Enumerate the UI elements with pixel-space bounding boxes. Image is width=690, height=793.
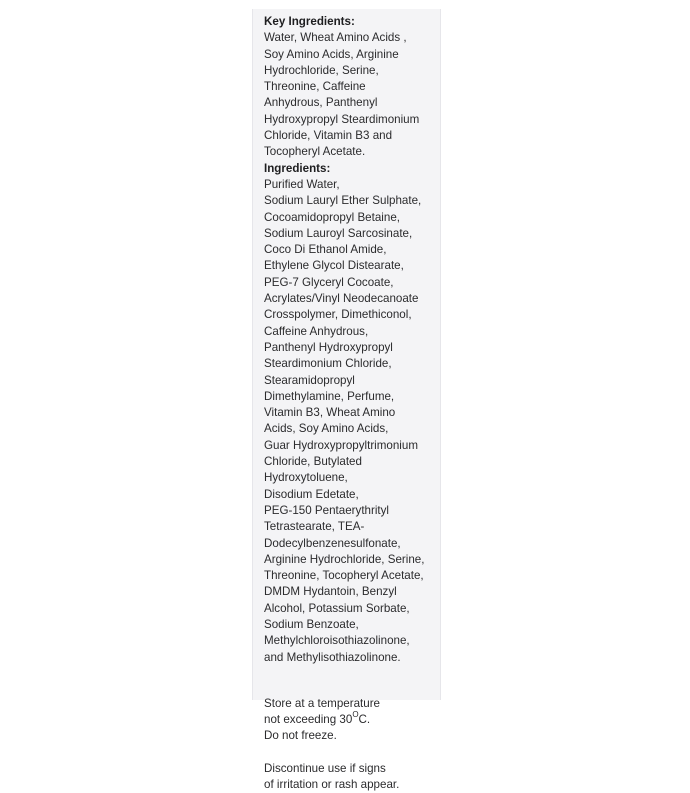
- key-ingredients-line: Water, Wheat Amino Acids ,: [264, 31, 407, 45]
- ingredients-line: Acids, Soy Amino Acids,: [264, 422, 389, 436]
- ingredients-line: Chloride, Butylated: [264, 455, 362, 469]
- ingredients-line: Dimethylamine, Perfume,: [264, 389, 395, 403]
- ingredients-label-text: [264, 14, 436, 793]
- key-ingredients-line: Tocopheryl Acetate.: [264, 145, 366, 159]
- warning-line: of irritation or rash appear.: [264, 778, 400, 792]
- ingredients-line: Disodium Edetate,: [264, 487, 359, 501]
- key-ingredients-list: [264, 30, 436, 160]
- degree-mark: O: [352, 710, 359, 720]
- key-ingredients-line: Hydrochloride, Serine,: [264, 63, 379, 77]
- ingredients-line: Coco Di Ethanol Amide,: [264, 243, 387, 257]
- ingredients-line: Sodium Lauroyl Sarcosinate,: [264, 226, 413, 240]
- warning-line: Discontinue use if signs: [264, 761, 386, 775]
- storage-instructions: [264, 696, 436, 745]
- key-ingredients-line: Anhydrous, Panthenyl: [264, 96, 378, 110]
- ingredients-list: [264, 177, 436, 666]
- ingredients-line: PEG-150 Pentaerythrityl: [264, 503, 390, 517]
- ingredients-line: Acrylates/Vinyl Neodecanoate: [264, 292, 419, 306]
- ingredients-line: Dodecylbenzenesulfonate,: [264, 536, 401, 550]
- warning-text: [264, 761, 436, 793]
- ingredients-line: Crosspolymer, Dimethiconol,: [264, 308, 412, 322]
- ingredients-line: Cocoamidopropyl Betaine,: [264, 210, 400, 224]
- ingredients-heading: Ingredients:: [264, 161, 331, 175]
- key-ingredients-line: Chloride, Vitamin B3 and: [264, 129, 393, 143]
- ingredients-line: Steardimonium Chloride,: [264, 357, 392, 371]
- ingredients-line: and Methylisothiazolinone.: [264, 650, 401, 664]
- storage-line: Do not freeze.: [264, 729, 337, 743]
- ingredients-line: Caffeine Anhydrous,: [264, 324, 369, 338]
- storage-line: Store at a temperature: [264, 696, 380, 710]
- key-ingredients-line: Hydroxypropyl Steardimonium: [264, 112, 420, 126]
- ingredients-line: Tetrastearate, TEA-: [264, 520, 365, 534]
- key-ingredients-heading: Key Ingredients:: [264, 15, 355, 28]
- ingredients-line: Threonine, Tocopheryl Acetate,: [264, 569, 424, 583]
- ingredients-line: Panthenyl Hydroxypropyl: [264, 340, 393, 354]
- ingredients-line: Sodium Benzoate,: [264, 617, 359, 631]
- ingredients-line: Stearamidopropyl: [264, 373, 355, 387]
- ingredients-line: DMDM Hydantoin, Benzyl: [264, 585, 397, 599]
- storage-temperature-text: not exceeding 30: [264, 713, 353, 727]
- ingredients-line: Guar Hydroxypropyltrimonium: [264, 438, 418, 452]
- key-ingredients-line: Soy Amino Acids, Arginine: [264, 47, 399, 61]
- ingredients-line: PEG-7 Glyceryl Cocoate,: [264, 275, 394, 289]
- ingredients-line: Ethylene Glycol Distearate,: [264, 259, 404, 273]
- key-ingredients-line: Threonine, Caffeine: [264, 80, 366, 94]
- storage-temperature-line: [264, 712, 436, 728]
- ingredients-line: Vitamin B3, Wheat Amino: [264, 406, 396, 420]
- ingredients-line: Alcohol, Potassium Sorbate,: [264, 601, 410, 615]
- ingredients-line: Arginine Hydrochloride, Serine,: [264, 552, 425, 566]
- storage-temperature-unit: C.: [358, 713, 371, 727]
- ingredients-line: Hydroxytoluene,: [264, 471, 348, 485]
- ingredients-line: Sodium Lauryl Ether Sulphate,: [264, 194, 422, 208]
- ingredients-line: Methylchloroisothiazolinone,: [264, 634, 410, 648]
- ingredients-line: Purified Water,: [264, 177, 340, 191]
